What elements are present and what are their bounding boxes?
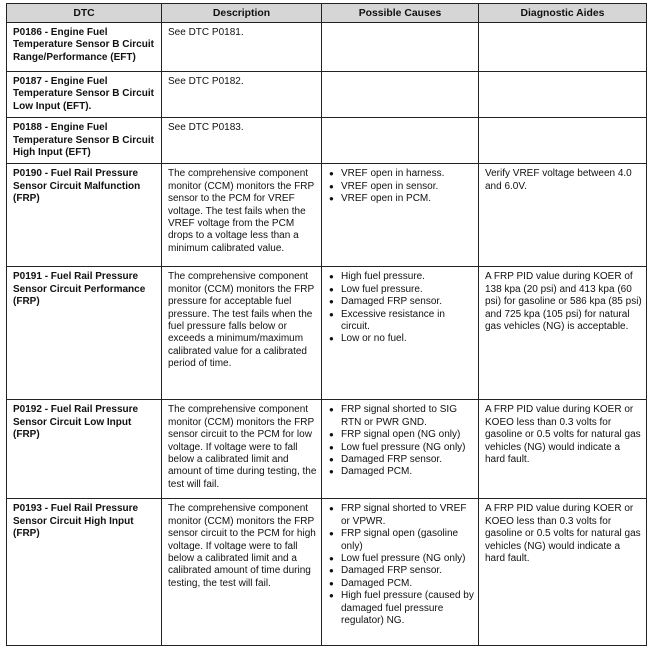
aides-cell: A FRP PID value during KOER or KOEO less than 0.3 volts for gasoline or 0.5 volts for natural gas vehicles (NG) would indicate a hard fault. xyxy=(479,499,647,646)
cause-item: ● FRP signal shorted to VREF or VPWR. xyxy=(328,503,474,528)
cause-item: ● FRP signal open (gasoline only) xyxy=(328,528,474,553)
table-row xyxy=(7,499,647,646)
header-possible-causes: Possible Causes xyxy=(322,4,479,23)
cause-item: ● High fuel pressure (caused by damaged fuel pressure regulator) NG. xyxy=(328,590,474,627)
aides-cell: Verify VREF voltage between 4.0 and 6.0V. xyxy=(479,164,647,267)
cause-item: ● VREF open in harness. xyxy=(328,168,474,180)
dtc-cell: P0186 - Engine Fuel Temperature Sensor B Circuit Range/Performance (EFT) xyxy=(7,23,162,72)
aides-cell: A FRP PID value during KOER or KOEO less than 0.3 volts for gasoline or 0.5 volts for natural gas vehicles (NG) would indicate a hard fault. xyxy=(479,400,647,499)
causes-cell xyxy=(322,23,479,72)
cause-item: ● Low fuel pressure (NG only) xyxy=(328,553,474,565)
dtc-cell: P0192 - Fuel Rail Pressure Sensor Circuit Low Input (FRP) xyxy=(7,400,162,499)
cause-item: ● Low fuel pressure (NG only) xyxy=(328,442,474,454)
dtc-cell: P0188 - Engine Fuel Temperature Sensor B Circuit High Input (EFT) xyxy=(7,118,162,164)
table-row xyxy=(7,164,647,267)
description-cell: The comprehensive component monitor (CCM) monitors the FRP sensor circuit to the PCM for low voltage. If voltage were to fall below a calibrated limit and amount of time during testing, the test will fail. xyxy=(162,400,322,499)
causes-list xyxy=(328,404,474,478)
causes-cell xyxy=(322,164,479,267)
header-dtc: DTC xyxy=(7,4,162,23)
aides-cell: A FRP PID value during KOER of 138 kpa (20 psi) and 413 kpa (60 psi) for gasoline or 586 kpa (85 psi) and 725 kpa (105 psi) for natural gas vehicles (NG) is acceptable. xyxy=(479,267,647,400)
aides-cell xyxy=(479,118,647,164)
causes-cell xyxy=(322,400,479,499)
cause-item: ● Low or no fuel. xyxy=(328,333,474,345)
cause-item: ● High fuel pressure. xyxy=(328,271,474,283)
table-row xyxy=(7,118,647,164)
causes-cell xyxy=(322,72,479,118)
header-row xyxy=(7,4,647,23)
dtc-cell: P0187 - Engine Fuel Temperature Sensor B Circuit Low Input (EFT). xyxy=(7,72,162,118)
dtc-table xyxy=(6,3,647,646)
cause-item: ● Low fuel pressure. xyxy=(328,284,474,296)
causes-list xyxy=(328,503,474,627)
cause-item: ● Excessive resistance in circuit. xyxy=(328,309,474,334)
aides-cell xyxy=(479,23,647,72)
cause-item: ● Damaged PCM. xyxy=(328,466,474,478)
cause-item: ● Damaged FRP sensor. xyxy=(328,565,474,577)
description-cell: See DTC P0181. xyxy=(162,23,322,72)
cause-item: ● Damaged FRP sensor. xyxy=(328,296,474,308)
cause-item: ● Damaged FRP sensor. xyxy=(328,454,474,466)
header-diagnostic-aides: Diagnostic Aides xyxy=(479,4,647,23)
table-row xyxy=(7,72,647,118)
aides-cell xyxy=(479,72,647,118)
table-row xyxy=(7,400,647,499)
causes-list xyxy=(328,271,474,345)
causes-cell xyxy=(322,118,479,164)
causes-cell xyxy=(322,499,479,646)
cause-item: ● VREF open in sensor. xyxy=(328,181,474,193)
causes-cell xyxy=(322,267,479,400)
description-cell: See DTC P0183. xyxy=(162,118,322,164)
description-cell: The comprehensive component monitor (CCM) monitors the FRP sensor to the PCM for VREF voltage. The test fails when the VREF voltage from the PCM drops to a voltage less than a minimum calibrated value. xyxy=(162,164,322,267)
table-row xyxy=(7,267,647,400)
header-description: Description xyxy=(162,4,322,23)
cause-item: ● FRP signal open (NG only) xyxy=(328,429,474,441)
cause-item: ● FRP signal shorted to SIG RTN or PWR GND. xyxy=(328,404,474,429)
cause-item: ● VREF open in PCM. xyxy=(328,193,474,205)
table-row xyxy=(7,23,647,72)
dtc-cell: P0190 - Fuel Rail Pressure Sensor Circuit Malfunction (FRP) xyxy=(7,164,162,267)
dtc-cell: P0191 - Fuel Rail Pressure Sensor Circuit Performance (FRP) xyxy=(7,267,162,400)
description-cell: The comprehensive component monitor (CCM) monitors the FRP pressure for acceptable fuel pressure. The test fails when the fuel pressure falls below or exceeds a minimum/maximum calibrated value for a calibrated period of time. xyxy=(162,267,322,400)
causes-list xyxy=(328,168,474,205)
description-cell: The comprehensive component monitor (CCM) monitors the FRP sensor circuit to the PCM for high voltage. If voltage were to fall below a calibrated limit and a calibrated amount of time during testing, the test will fail. xyxy=(162,499,322,646)
dtc-cell: P0193 - Fuel Rail Pressure Sensor Circuit High Input (FRP) xyxy=(7,499,162,646)
description-cell: See DTC P0182. xyxy=(162,72,322,118)
cause-item: ● Damaged PCM. xyxy=(328,578,474,590)
